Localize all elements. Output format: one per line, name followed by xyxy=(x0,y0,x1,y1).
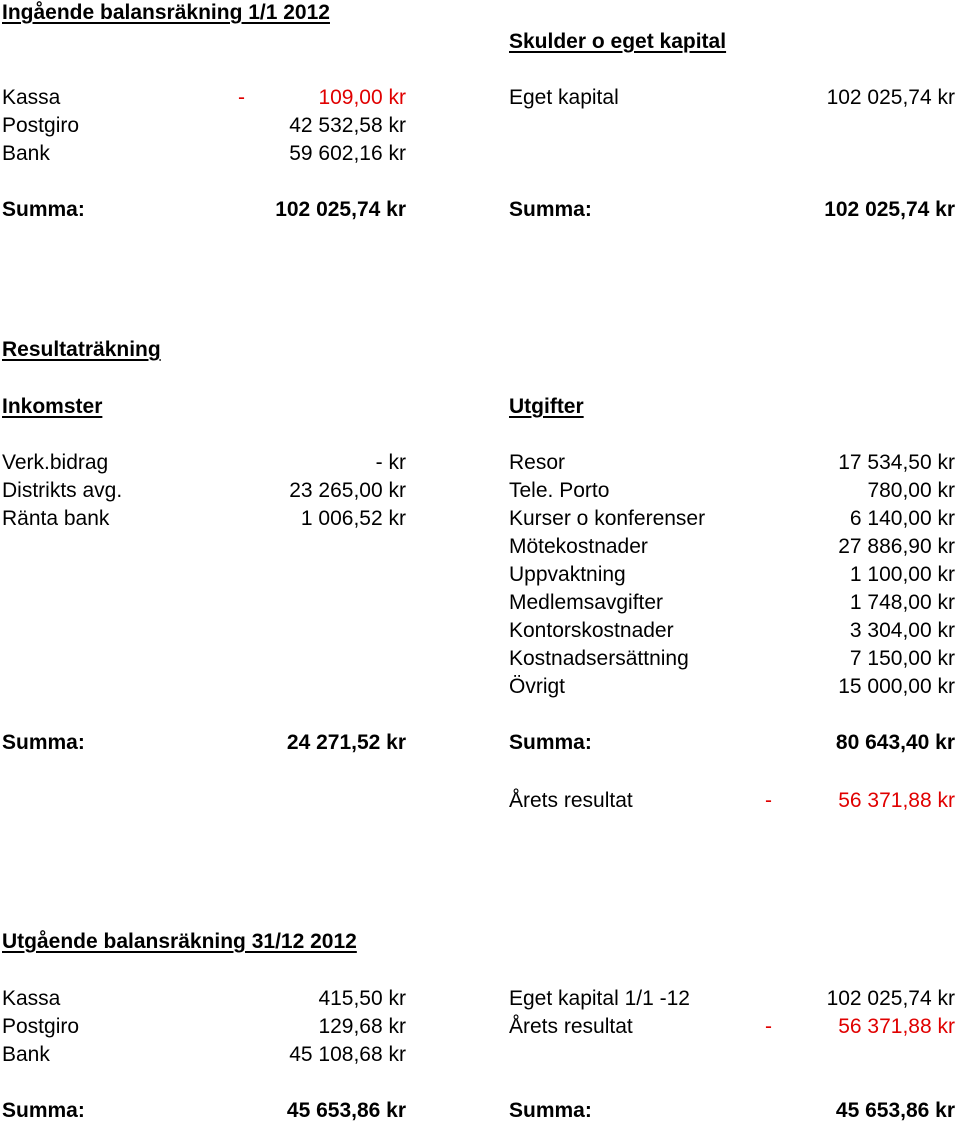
income-sum-label: Summa: xyxy=(2,731,85,754)
ledger-row-label: Eget kapital 1/1 -12 xyxy=(509,987,690,1010)
opening-assets-sum: 102 025,74 kr xyxy=(275,198,406,221)
expense-sum-label: Summa: xyxy=(509,731,592,754)
ledger-row-label: Ränta bank xyxy=(2,507,110,530)
ledger-row-label: Kontorskostnader xyxy=(509,619,674,642)
ledger-row-value: 3 304,00 kr xyxy=(849,619,955,642)
ledger-row-value: 1 006,52 kr xyxy=(300,507,406,530)
ledger-row-value: 6 140,00 kr xyxy=(849,507,955,530)
ledger-row-sign: - xyxy=(238,86,245,109)
result-title: Resultaträkning xyxy=(2,338,161,361)
closing-title: Utgående balansräkning 31/12 2012 xyxy=(2,930,357,953)
year-result-label: Årets resultat xyxy=(509,789,633,812)
year-result-value: 56 371,88 kr xyxy=(838,789,955,812)
income-sum: 24 271,52 kr xyxy=(286,731,406,754)
ledger-row-sign: - xyxy=(765,1015,772,1038)
closing-assets-sum-label: Summa: xyxy=(2,1099,85,1122)
ledger-row-value: 7 150,00 kr xyxy=(849,647,955,670)
ledger-row-value: 59 602,16 kr xyxy=(289,142,406,165)
opening-liabilities-sum-label: Summa: xyxy=(509,198,592,221)
ledger-row-label: Uppvaktning xyxy=(509,563,626,586)
opening-assets-sum-label: Summa: xyxy=(2,198,85,221)
ledger-row-label: Eget kapital xyxy=(509,86,619,109)
ledger-row-label: Bank xyxy=(2,142,50,165)
closing-liabilities-sum: 45 653,86 kr xyxy=(835,1099,955,1122)
ledger-row-value: 780,00 kr xyxy=(867,479,955,502)
opening-title: Ingående balansräkning 1/1 2012 xyxy=(2,1,330,24)
ledger-row-label: Medlemsavgifter xyxy=(509,591,664,614)
income-heading: Inkomster xyxy=(2,395,103,418)
ledger-row-label: Verk.bidrag xyxy=(2,451,109,474)
ledger-row-value: 42 532,58 kr xyxy=(289,114,406,137)
ledger-row-value: 102 025,74 kr xyxy=(826,86,955,109)
ledger-row-label: Tele. Porto xyxy=(509,479,610,502)
expense-heading: Utgifter xyxy=(509,395,584,418)
ledger-row-value: 45 108,68 kr xyxy=(289,1043,406,1066)
ledger-row-label: Kassa xyxy=(2,86,61,109)
ledger-row-value: 129,68 kr xyxy=(318,1015,406,1038)
ledger-row-label: Distrikts avg. xyxy=(2,479,123,502)
year-result-sign: - xyxy=(765,789,772,812)
ledger-row-value: 102 025,74 kr xyxy=(826,987,955,1010)
ledger-row-value: 23 265,00 kr xyxy=(289,479,406,502)
ledger-row-value: 15 000,00 kr xyxy=(838,675,955,698)
closing-assets-sum: 45 653,86 kr xyxy=(286,1099,406,1122)
ledger-row-label: Kostnadsersättning xyxy=(509,647,689,670)
ledger-row-value: 17 534,50 kr xyxy=(838,451,955,474)
ledger-row-label: Bank xyxy=(2,1043,50,1066)
expense-sum: 80 643,40 kr xyxy=(835,731,955,754)
ledger-row-label: Postgiro xyxy=(2,114,80,137)
ledger-row-label: Mötekostnader xyxy=(509,535,648,558)
ledger-row-value: 56 371,88 kr xyxy=(838,1015,955,1038)
ledger-row-value: - kr xyxy=(375,451,406,474)
opening-liabilities-sum: 102 025,74 kr xyxy=(824,198,955,221)
opening-liabilities-heading: Skulder o eget kapital xyxy=(509,30,727,53)
ledger-row-label: Kurser o konferenser xyxy=(509,507,706,530)
ledger-row-label: Kassa xyxy=(2,987,61,1010)
ledger-row-value: 109,00 kr xyxy=(318,86,406,109)
ledger-row-label: Resor xyxy=(509,451,566,474)
ledger-row-label: Övrigt xyxy=(509,675,566,698)
ledger-row-value: 1 100,00 kr xyxy=(849,563,955,586)
ledger-row-label: Postgiro xyxy=(2,1015,80,1038)
ledger-row-value: 1 748,00 kr xyxy=(849,591,955,614)
ledger-row-label: Årets resultat xyxy=(509,1015,633,1038)
ledger-row-value: 27 886,90 kr xyxy=(838,535,955,558)
closing-liabilities-sum-label: Summa: xyxy=(509,1099,592,1122)
ledger-row-value: 415,50 kr xyxy=(318,987,406,1010)
